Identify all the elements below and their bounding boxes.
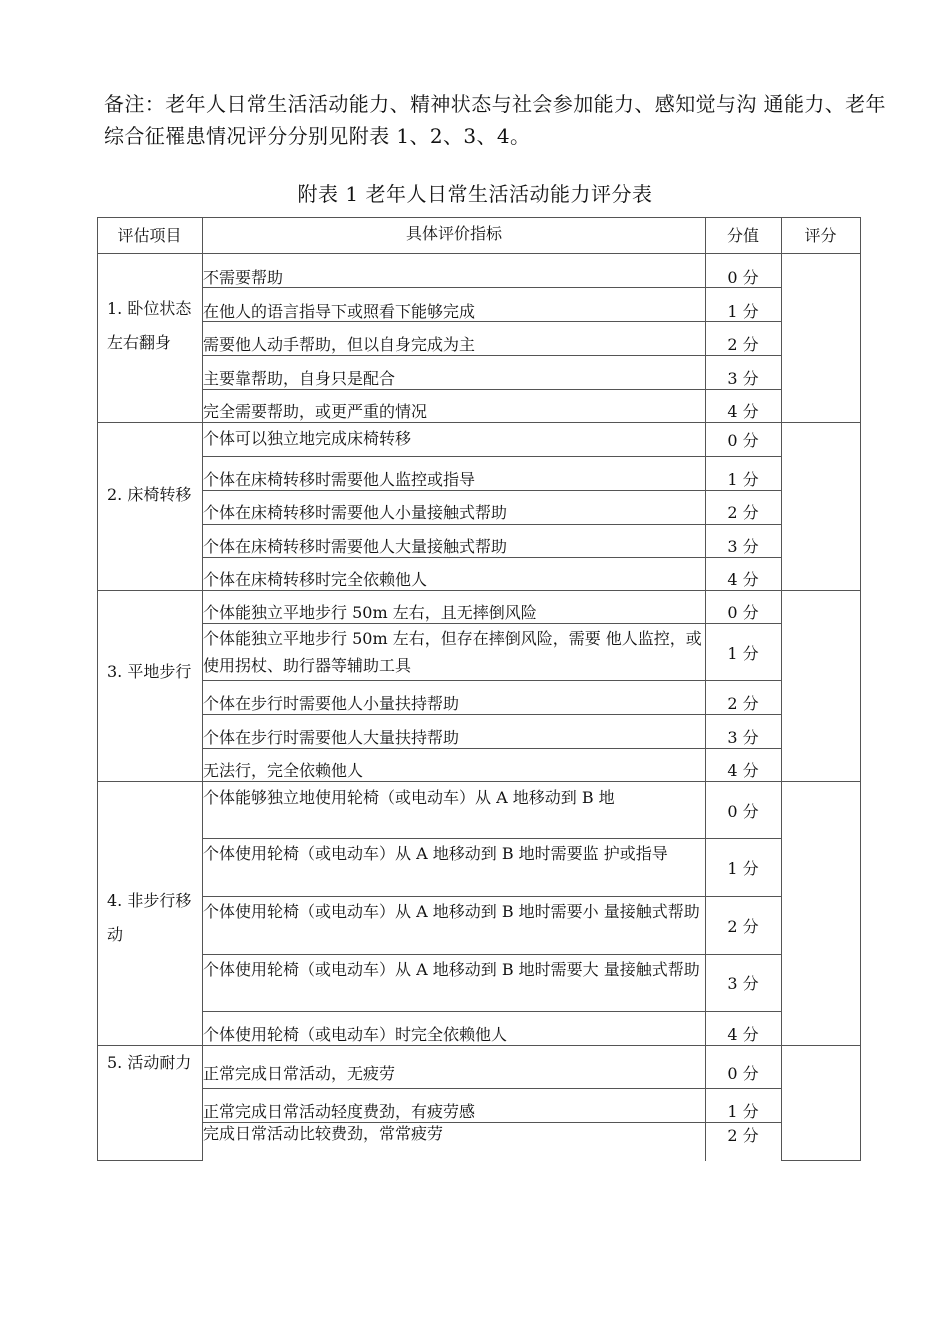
criteria-cell: 完全需要帮助，或更严重的情况 bbox=[203, 402, 428, 421]
score-cell: 1 分 bbox=[727, 859, 759, 878]
header-criteria: 具体评价指标 bbox=[405, 224, 502, 243]
criteria-cell: 不需要帮助 bbox=[203, 268, 284, 287]
criteria-cell: 个体能独立平地步行 50m 左右，但存在摔倒风险，需要 他人监控，或使用拐杖、助行器等辅助工具 bbox=[203, 629, 702, 675]
score-cell: 2 分 bbox=[727, 694, 759, 713]
criteria-cell: 正常完成日常活动，无疲劳 bbox=[203, 1064, 396, 1083]
item-bed-turning: 1. 卧位状态左右翻身 bbox=[107, 299, 192, 352]
criteria-cell: 个体使用轮椅（或电动车）时完全依赖他人 bbox=[203, 1025, 508, 1044]
score-cell: 2 分 bbox=[727, 1126, 759, 1145]
criteria-cell: 个体可以独立地完成床椅转移 bbox=[203, 429, 412, 448]
score-cell: 0 分 bbox=[727, 268, 759, 287]
score-cell: 4 分 bbox=[727, 570, 759, 589]
score-cell: 0 分 bbox=[727, 1064, 759, 1083]
criteria-cell: 个体使用轮椅（或电动车）从 A 地移动到 B 地时需要小 量接触式帮助 bbox=[203, 902, 700, 921]
table-title: 附表 1 老年人日常生活活动能力评分表 bbox=[297, 182, 653, 206]
criteria-cell: 在他人的语言指导下或照看下能够完成 bbox=[203, 302, 476, 321]
score-cell: 0 分 bbox=[727, 431, 759, 450]
criteria-cell: 需要他人动手帮助，但以自身完成为主 bbox=[203, 335, 476, 354]
criteria-cell: 个体在步行时需要他人大量扶持帮助 bbox=[203, 728, 460, 747]
score-cell: 2 分 bbox=[727, 335, 759, 354]
score-cell: 4 分 bbox=[727, 402, 759, 421]
criteria-cell: 个体能够独立地使用轮椅（或电动车）从 A 地移动到 B 地 bbox=[203, 788, 615, 807]
header-score: 分值 bbox=[726, 226, 759, 245]
criteria-cell: 个体在步行时需要他人小量扶持帮助 bbox=[203, 694, 460, 713]
criteria-cell: 完成日常活动比较费劲，常常疲劳 bbox=[203, 1124, 444, 1143]
criteria-cell: 个体在床椅转移时完全依赖他人 bbox=[203, 570, 428, 589]
header-rating: 评分 bbox=[804, 226, 837, 245]
criteria-cell: 主要靠帮助，自身只是配合 bbox=[203, 369, 396, 388]
score-cell: 2 分 bbox=[727, 917, 759, 936]
item-level-walking: 3. 平地步行 bbox=[107, 662, 192, 681]
score-cell: 1 分 bbox=[727, 302, 759, 321]
score-cell: 0 分 bbox=[727, 603, 759, 622]
criteria-cell: 个体使用轮椅（或电动车）从 A 地移动到 B 地时需要大 量接触式帮助 bbox=[203, 960, 700, 979]
header-item: 评估项目 bbox=[117, 226, 182, 245]
score-cell: 3 分 bbox=[727, 974, 759, 993]
score-cell: 3 分 bbox=[727, 537, 759, 556]
score-cell: 2 分 bbox=[727, 503, 759, 522]
criteria-cell: 无法行，完全依赖他人 bbox=[203, 761, 364, 780]
score-cell: 4 分 bbox=[727, 1025, 759, 1044]
criteria-cell: 正常完成日常活动轻度费劲，有疲劳感 bbox=[203, 1102, 476, 1121]
criteria-cell: 个体在床椅转移时需要他人小量接触式帮助 bbox=[203, 503, 508, 522]
score-cell: 0 分 bbox=[727, 802, 759, 821]
footnote-text: 备注：老年人日常生活活动能力、精神状态与社会参加能力、感知觉与沟 通能力、老年综合征罹患情况评分分别见附表 1、2、3、4。 bbox=[104, 92, 886, 148]
criteria-cell: 个体在床椅转移时需要他人大量接触式帮助 bbox=[203, 537, 508, 556]
score-cell: 1 分 bbox=[727, 470, 759, 489]
item-bed-chair-transfer: 2. 床椅转移 bbox=[107, 485, 192, 504]
criteria-cell: 个体在床椅转移时需要他人监控或指导 bbox=[203, 470, 476, 489]
score-cell: 1 分 bbox=[727, 1102, 759, 1121]
item-activity-endurance: 5. 活动耐力 bbox=[107, 1053, 192, 1072]
criteria-cell: 个体能独立平地步行 50m 左右，且无摔倒风险 bbox=[203, 603, 537, 622]
score-cell: 4 分 bbox=[727, 761, 759, 780]
score-cell: 3 分 bbox=[727, 728, 759, 747]
item-non-walking-mobility: 4. 非步行移动 bbox=[107, 891, 192, 944]
score-cell: 3 分 bbox=[727, 369, 759, 388]
criteria-cell: 个体使用轮椅（或电动车）从 A 地移动到 B 地时需要监 护或指导 bbox=[203, 844, 668, 863]
score-cell: 1 分 bbox=[727, 644, 759, 663]
adl-score-table bbox=[97, 217, 861, 1161]
